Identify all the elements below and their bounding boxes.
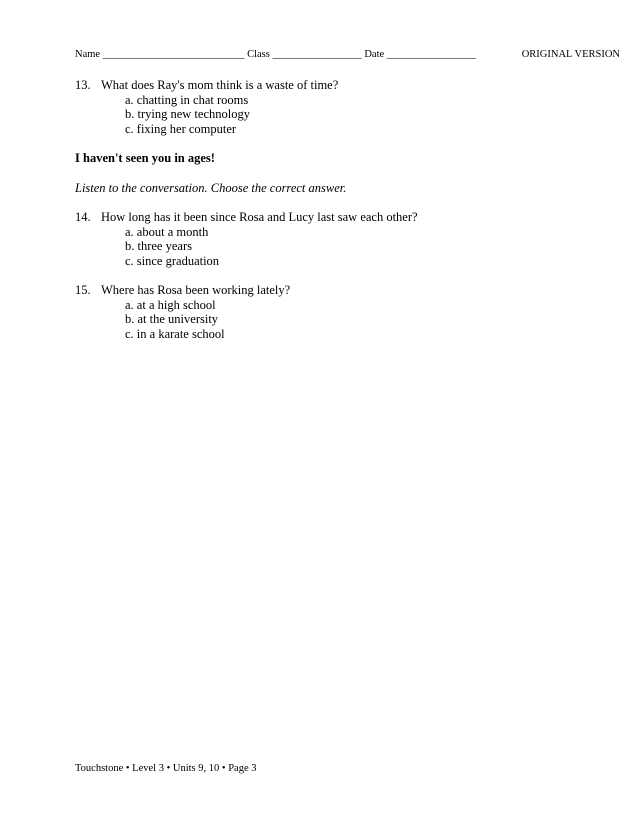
answer-option: b. three years [125,239,192,253]
question-text: How long has it been since Rosa and Lucy last saw each other? [101,210,418,224]
answer-option: a. about a month [125,224,209,239]
answer-option: c. fixing her computer [125,121,237,136]
question-number: 15. [75,283,91,297]
answer-options [75,298,598,342]
question-text: What does Ray's mom think is a waste of time? [101,78,339,92]
name-field: Name ___________________________ [75,49,245,60]
question-number: 13. [75,78,91,92]
answer-option: c. since graduation [125,253,220,268]
answer-option: a. chatting in chat rooms [125,92,249,107]
answer-option: c. in a karate school [125,326,225,341]
answer-options [75,93,598,137]
answer-option: a. at a high school [125,297,216,312]
section-title: I haven't seen you in ages! [75,151,215,165]
section-instruction: Listen to the conversation. Choose the correct answer. [75,180,347,195]
question-text: Where has Rosa been working lately? [101,283,291,297]
worksheet-content [75,78,598,341]
class-field: Class _________________ [247,49,362,60]
question-number: 14. [75,210,91,224]
version-label: ORIGINAL VERSION [521,49,620,60]
question-15 [75,283,598,341]
date-field: Date _________________ [364,49,477,60]
page-footer: Touchstone • Level 3 • Units 9, 10 • Page 3 [75,763,257,774]
question-14 [75,210,598,268]
question-13 [75,78,598,136]
answer-option: b. trying new technology [125,107,250,121]
answer-options [75,225,598,269]
answer-option: b. at the university [125,312,219,326]
student-info-fields [75,49,476,60]
